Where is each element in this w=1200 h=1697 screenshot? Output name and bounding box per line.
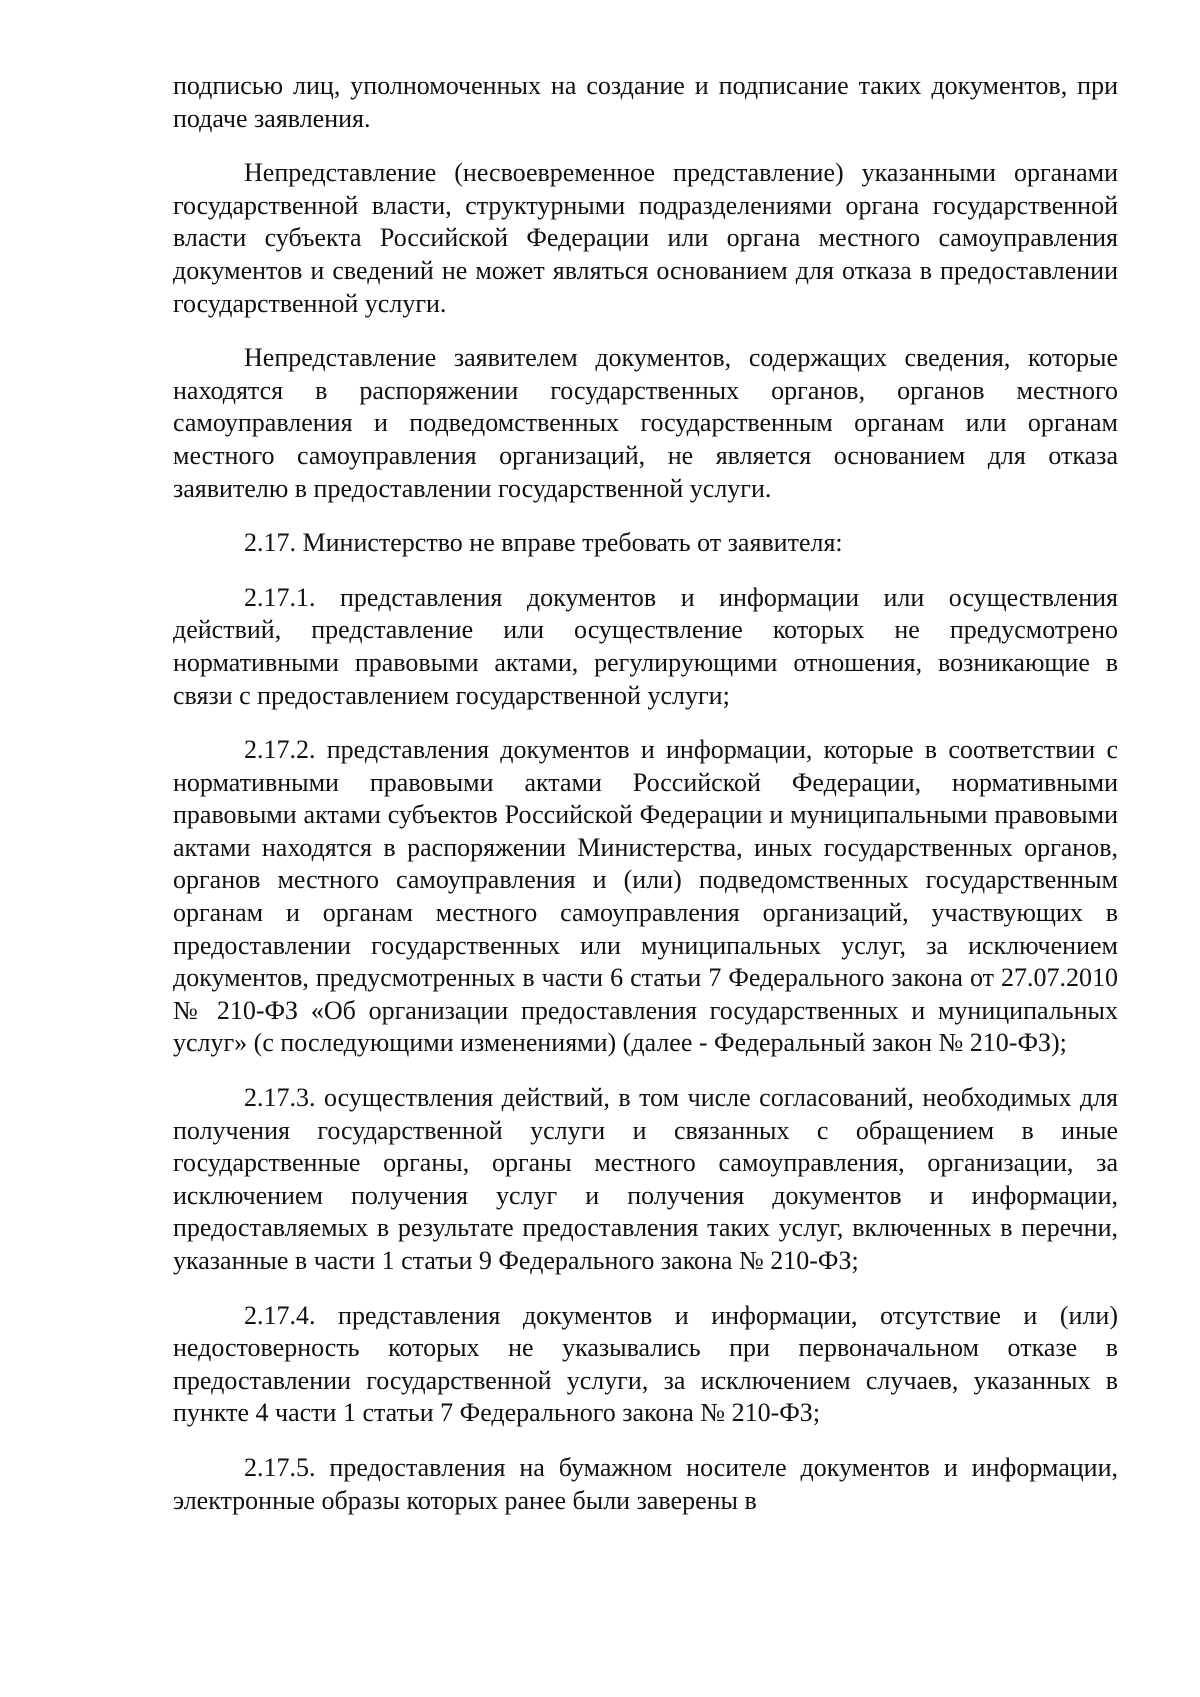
document-page <box>173 70 1118 1539</box>
paragraph-2-17-3: 2.17.3. осуществления действий, в том числе согласований, необходимых для получения государственной услуги и связанных с обращением в иные государственные органы, органы местного самоуправления, организации, за исключением получения услуг и получения документов и информации, предоставляемых в результате предоставления таких услуг, включенных в перечни, указанные в части 1 статьи 9 Федерального закона № 210-ФЗ; <box>173 1083 1118 1275</box>
paragraph-2-17-1: 2.17.1. представления документов и информации или осуществления действий, представление или осуществление которых не предусмотрено нормативными правовыми актами, регулирующими отношения, возникающие в связи с предоставлением государственной услуги; <box>173 582 1118 710</box>
paragraph-2-17-5: 2.17.5. предоставления на бумажном носителе документов и информации, электронные образы которых ранее были заверены в <box>173 1452 1118 1515</box>
paragraph-nonsubmission-applicant: Непредставление заявителем документов, содержащих сведения, которые находятся в распоряжении государственных органов, органов местного самоуправления и подведомственных государственным органам или органам местного самоуправления организаций, не является основанием для отказа заявителю в предоставлении государственной услуги. <box>173 343 1118 503</box>
paragraph-2-17-4: 2.17.4. представления документов и информации, отсутствие и (или) недостоверность которых не указывались при первоначальном отказе в предоставлении государственной услуги, за исключением случаев, указанных в пункте 4 части 1 статьи 7 Федерального закона № 210-ФЗ; <box>173 1300 1118 1428</box>
paragraph-2-17-2: 2.17.2. представления документов и информации, которые в соответствии с нормативными правовыми актами Российской Федерации, нормативными правовыми актами субъектов Российской Федерации и муниципальными правовыми актами находятся в распоряжении Министерства, иных государственных органов, органов местного самоуправления и (или) подведомственных государственным органам и органам местного самоуправления организаций, участвующих в предоставлении государственных или муниципальных услуг, за исключением документов, предусмотренных в части 6 статьи 7 Федерального закона от 27.07.2010 № 210-ФЗ «Об организации предоставления государственных и муниципальных услуг» (с последующими изменениями) (далее - Федеральный закон № 210-ФЗ); <box>173 735 1118 1058</box>
paragraph-nonsubmission-authorities: Непредставление (несвоевременное представление) указанными органами государственной власти, структурными подразделениями органа государственной власти субъекта Российской Федерации или органа местного самоуправления документов и сведений не может являться основанием для отказа в предоставлении государственной услуги. <box>173 158 1118 318</box>
paragraph-continuation: подписью лиц, уполномоченных на создание и подписание таких документов, при подаче заявления. <box>173 71 1118 133</box>
paragraph-2-17: 2.17. Министерство не вправе требовать от заявителя: <box>244 528 843 558</box>
